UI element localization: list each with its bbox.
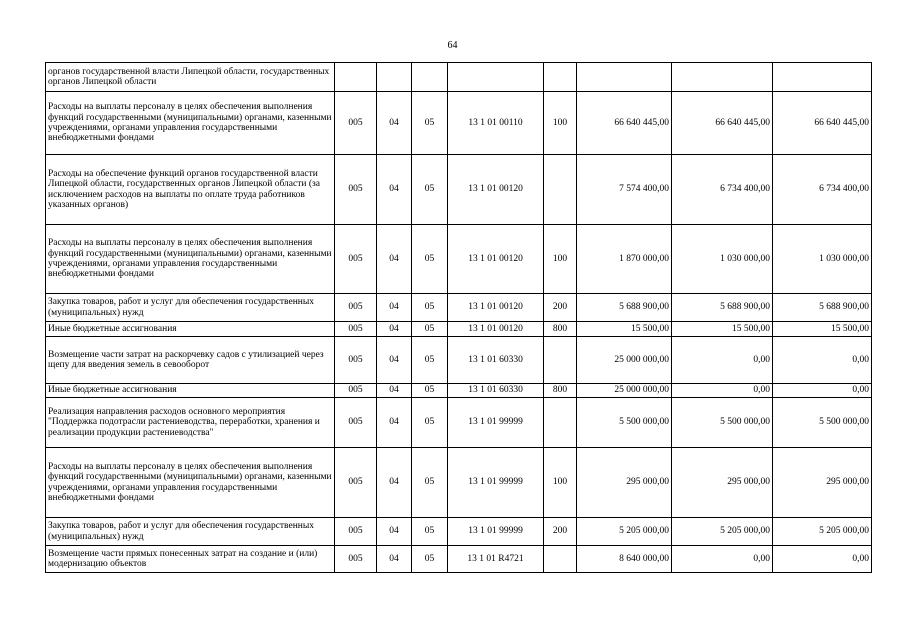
target-article-code: 13 1 01 99999 [448,518,544,546]
expense-type-code [544,63,577,92]
amount-year-2: 5 205 000,00 [672,518,773,546]
amount-year-2: 5 688 900,00 [672,294,773,322]
amount-year-2 [672,63,773,92]
amount-year-1: 295 000,00 [577,448,672,518]
ministry-code: 005 [335,384,377,398]
expense-type-code: 800 [544,384,577,398]
table-row [46,518,872,546]
amount-year-3: 6 734 400,00 [773,155,872,225]
subsection-code: 05 [412,546,448,573]
amount-year-3: 1 030 000,00 [773,225,872,294]
target-article-code [448,63,544,92]
target-article-code: 13 1 01 00120 [448,155,544,225]
target-article-code: 13 1 01 00120 [448,225,544,294]
amount-year-2: 6 734 400,00 [672,155,773,225]
ministry-code: 005 [335,546,377,573]
amount-year-3: 0,00 [773,546,872,573]
amount-year-3: 0,00 [773,384,872,398]
section-code: 04 [377,384,412,398]
table-row [46,384,872,398]
row-description: Расходы на выплаты персоналу в целях обеспечения выполнения функций государственными (муниципальными) органами, казенными учреждениями, органами управления государственными внебюджетными фондами [46,225,335,294]
table-row [46,322,872,337]
section-code: 04 [377,337,412,384]
row-description: Иные бюджетные ассигнования [46,322,335,337]
amount-year-3: 295 000,00 [773,448,872,518]
amount-year-1 [577,63,672,92]
subsection-code: 05 [412,225,448,294]
row-description: Закупка товаров, работ и услуг для обеспечения государственных (муниципальных) нужд [46,294,335,322]
table-row [46,63,872,92]
section-code: 04 [377,92,412,155]
row-description: Расходы на выплаты персоналу в целях обеспечения выполнения функций государственными (муниципальными) органами, казенными учреждениями, органами управления государственными внебюджетными фондами [46,448,335,518]
amount-year-1: 5 205 000,00 [577,518,672,546]
table-row [46,155,872,225]
table-row [46,398,872,448]
expense-type-code: 800 [544,322,577,337]
row-description: Расходы на выплаты персоналу в целях обеспечения выполнения функций государственными (муниципальными) органами, казенными учреждениями, органами управления государственными внебюджетными фондами [46,92,335,155]
subsection-code: 05 [412,518,448,546]
table-row [46,337,872,384]
subsection-code: 05 [412,337,448,384]
target-article-code: 13 1 01 99999 [448,398,544,448]
target-article-code: 13 1 01 R4721 [448,546,544,573]
target-article-code: 13 1 01 60330 [448,384,544,398]
table-row [46,546,872,573]
expense-type-code [544,337,577,384]
subsection-code: 05 [412,322,448,337]
section-code [377,63,412,92]
section-code: 04 [377,155,412,225]
section-code: 04 [377,322,412,337]
ministry-code: 005 [335,322,377,337]
row-description: Реализация направления расходов основного мероприятия "Поддержка подотрасли растениеводства, переработки, хранения и реализации продукции растениеводства" [46,398,335,448]
ministry-code: 005 [335,518,377,546]
amount-year-2: 295 000,00 [672,448,773,518]
subsection-code: 05 [412,92,448,155]
ministry-code: 005 [335,448,377,518]
subsection-code: 05 [412,448,448,518]
table-row [46,225,872,294]
amount-year-1: 7 574 400,00 [577,155,672,225]
section-code: 04 [377,398,412,448]
amount-year-3: 5 500 000,00 [773,398,872,448]
subsection-code: 05 [412,294,448,322]
expense-type-code: 100 [544,225,577,294]
amount-year-1: 25 000 000,00 [577,384,672,398]
table-row [46,294,872,322]
budget-table [45,62,872,573]
section-code: 04 [377,225,412,294]
amount-year-3: 5 688 900,00 [773,294,872,322]
target-article-code: 13 1 01 00120 [448,294,544,322]
amount-year-3 [773,63,872,92]
subsection-code: 05 [412,384,448,398]
target-article-code: 13 1 01 60330 [448,337,544,384]
target-article-code: 13 1 01 00110 [448,92,544,155]
ministry-code [335,63,377,92]
amount-year-1: 25 000 000,00 [577,337,672,384]
amount-year-2: 15 500,00 [672,322,773,337]
target-article-code: 13 1 01 99999 [448,448,544,518]
row-description: Иные бюджетные ассигнования [46,384,335,398]
amount-year-2: 0,00 [672,384,773,398]
expense-type-code: 100 [544,448,577,518]
target-article-code: 13 1 01 00120 [448,322,544,337]
expense-type-code: 200 [544,518,577,546]
expense-type-code [544,546,577,573]
row-description: Закупка товаров, работ и услуг для обеспечения государственных (муниципальных) нужд [46,518,335,546]
amount-year-2: 5 500 000,00 [672,398,773,448]
row-description: органов государственной власти Липецкой области, государственных органов Липецкой области [46,63,335,92]
table-row [46,448,872,518]
amount-year-3: 0,00 [773,337,872,384]
expense-type-code [544,398,577,448]
section-code: 04 [377,518,412,546]
row-description: Возмещение части затрат на раскорчевку садов с утилизацией через щепу для введения земель в севооборот [46,337,335,384]
subsection-code: 05 [412,398,448,448]
section-code: 04 [377,294,412,322]
amount-year-2: 0,00 [672,546,773,573]
amount-year-2: 1 030 000,00 [672,225,773,294]
ministry-code: 005 [335,398,377,448]
ministry-code: 005 [335,337,377,384]
amount-year-1: 15 500,00 [577,322,672,337]
amount-year-3: 5 205 000,00 [773,518,872,546]
amount-year-3: 66 640 445,00 [773,92,872,155]
section-code: 04 [377,546,412,573]
amount-year-1: 5 500 000,00 [577,398,672,448]
ministry-code: 005 [335,225,377,294]
subsection-code [412,63,448,92]
expense-type-code [544,155,577,225]
amount-year-2: 66 640 445,00 [672,92,773,155]
row-description: Расходы на обеспечение функций органов государственной власти Липецкой области, государственных органов Липецкой области (за исключением расходов на выплаты по оплате труда работников указанных органов) [46,155,335,225]
ministry-code: 005 [335,92,377,155]
section-code: 04 [377,448,412,518]
amount-year-1: 66 640 445,00 [577,92,672,155]
amount-year-3: 15 500,00 [773,322,872,337]
amount-year-1: 8 640 000,00 [577,546,672,573]
amount-year-2: 0,00 [672,337,773,384]
amount-year-1: 1 870 000,00 [577,225,672,294]
amount-year-1: 5 688 900,00 [577,294,672,322]
expense-type-code: 100 [544,92,577,155]
ministry-code: 005 [335,294,377,322]
table-row [46,92,872,155]
expense-type-code: 200 [544,294,577,322]
subsection-code: 05 [412,155,448,225]
row-description: Возмещение части прямых понесенных затрат на создание и (или) модернизацию объектов [46,546,335,573]
ministry-code: 005 [335,155,377,225]
page-number: 64 [447,40,458,51]
